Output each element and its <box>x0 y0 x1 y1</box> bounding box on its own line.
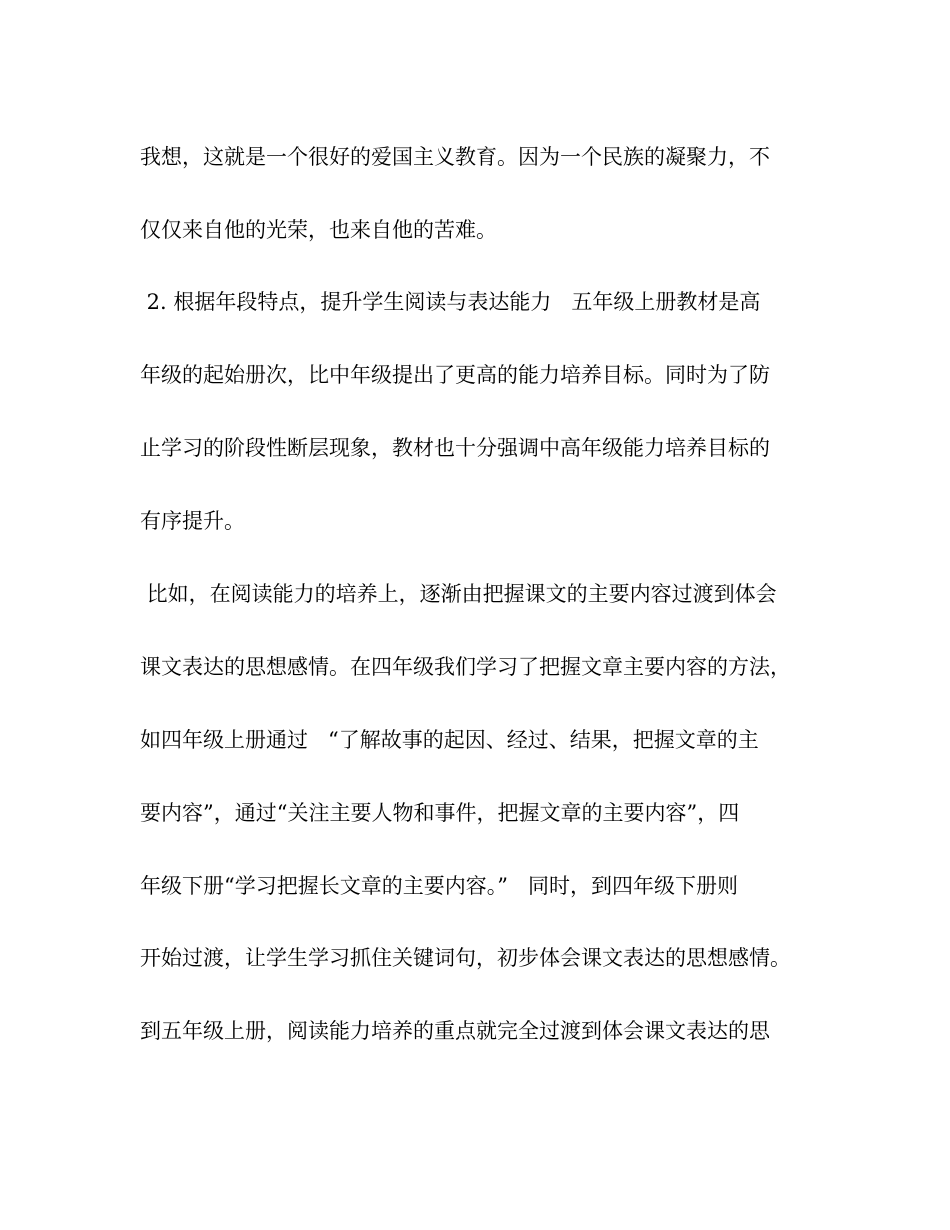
text-line: 年级的起始册次，比中年级提出了更高的能力培养目标。同时为了防 <box>140 363 770 387</box>
text-line: 比如，在阅读能力的培养上，逐渐由把握课文的主要内容过渡到体会 <box>140 582 777 606</box>
text-line: 年级下册“学习把握长文章的主要内容。” 同时，到四年级下册则 <box>140 874 738 898</box>
text-line: 有序提升。 <box>140 509 245 533</box>
text-line: 仅仅来自他的光荣，也来自他的苦难。 <box>140 218 497 242</box>
text-line: 如四年级上册通过 “了解故事的起因、经过、结果，把握文章的主 <box>140 728 759 752</box>
text-line: 开始过渡，让学生学习抓住关键词句，初步体会课文表达的思想感情。 <box>140 946 791 970</box>
text-line: 要内容”，通过“关注主要人物和事件，把握文章的主要内容”，四 <box>140 801 740 825</box>
text-line: 课文表达的思想感情。在四年级我们学习了把握文章主要内容的方法， <box>140 655 791 679</box>
text-line: 2. 根据年段特点，提升学生阅读与表达能力 五年级上册教材是高 <box>140 290 761 314</box>
text-line: 止学习的阶段性断层现象，教材也十分强调中高年级能力培养目标的 <box>140 436 770 460</box>
text-line: 我想，这就是一个很好的爱国主义教育。因为一个民族的凝聚力，不 <box>140 145 770 169</box>
text-line: 到五年级上册，阅读能力培养的重点就完全过渡到体会课文表达的思 <box>140 1019 770 1043</box>
